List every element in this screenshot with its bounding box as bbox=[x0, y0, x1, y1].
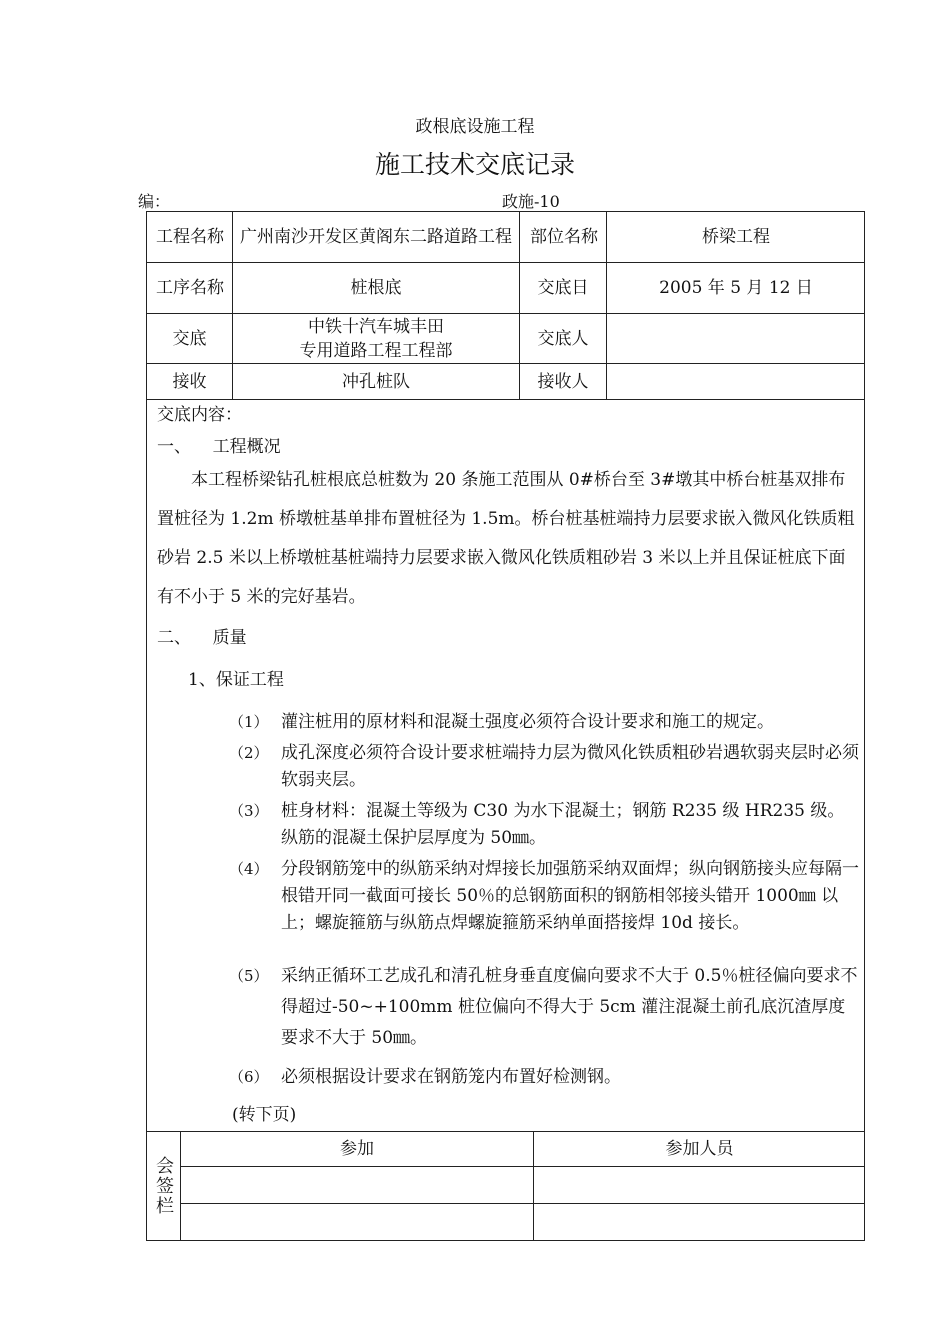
receiver-unit-value: 冲孔桩队 bbox=[342, 371, 410, 392]
section-name-value: 桥梁工程 bbox=[702, 227, 770, 247]
project-name-value: 广州南沙开发区黄阁东二路道路工程 bbox=[240, 227, 512, 247]
signoff-row-divider bbox=[180, 1166, 865, 1167]
section-quality-title: 二、 质量 bbox=[157, 628, 247, 648]
briefing-date-value: 2005 年 5 月 12 日 bbox=[659, 278, 813, 298]
code-label: 编： bbox=[138, 192, 171, 211]
receiver-person-value bbox=[607, 364, 865, 399]
list-item bbox=[229, 856, 859, 937]
list-item-number: （5） bbox=[229, 967, 269, 985]
briefing-unit-value bbox=[233, 314, 519, 363]
content-heading: 交底内容： bbox=[157, 405, 242, 425]
list-item bbox=[229, 709, 859, 736]
list-item bbox=[229, 1064, 859, 1091]
process-name-label: 工序名称 bbox=[156, 278, 224, 298]
briefing-unit-line2: 专用道路工程工程部 bbox=[299, 340, 453, 361]
section-overview-title: 一、 工程概况 bbox=[157, 437, 281, 457]
document-supertitle: 政根底设施工程 bbox=[415, 117, 535, 137]
signoff-row-divider bbox=[180, 1203, 865, 1204]
continued-note: (转下页) bbox=[232, 1105, 297, 1125]
process-name-value: 桩根底 bbox=[350, 278, 402, 298]
list-item-number: （3） bbox=[229, 802, 269, 820]
row-divider bbox=[146, 399, 865, 400]
list-item-number: （6） bbox=[229, 1068, 269, 1086]
briefing-person-value bbox=[607, 314, 865, 363]
briefing-person-label: 交底人 bbox=[537, 328, 589, 349]
briefing-unit-line1: 中铁十汽车城丰田 bbox=[308, 316, 444, 337]
list-item bbox=[229, 798, 859, 852]
list-item-number: （1） bbox=[229, 713, 269, 731]
form-code: 政施-10 bbox=[502, 192, 560, 211]
receiver-person-label: 接收人 bbox=[537, 371, 589, 392]
signoff-column-participant-names: 参加人员 bbox=[665, 1139, 734, 1159]
list-item-text: 采纳正循环工艺成孔和清孔桩身垂直度偏向要求不大于 0.5％桩径偏向要求不得超过-50~+100mm 桩位偏向不得大于 5cm 灌注混凝土前孔底沉渣厚度要求不大于 50㎜。 bbox=[281, 966, 858, 1048]
list-item-text: 分段钢筋笼中的纵筋采纳对焊接长加强筋采纳双面焊；纵向钢筋接头应每隔一根错开同一截面可接长 50％的总钢筋面积的钢筋相邻接头错开 1000㎜ 以上；螺旋箍筋与纵筋点焊螺旋箍筋采纳单面搭接焊 10d 接长。 bbox=[281, 859, 859, 933]
list-item bbox=[229, 961, 859, 1054]
briefing-date-label: 交底日 bbox=[537, 278, 589, 298]
overview-paragraph: 本工程桥梁钻孔桩根底总桩数为 20 条施工范围从 0#桥台至 3#墩其中桥台桩基双排布置桩径为 1.2m 桥墩桩基单排布置桩径为 1.5m。桥台桩基桩端持力层要求嵌入微风化铁质粗砂岩 2.5 米以上桥墩桩基桩端持力层要求嵌入微风化铁质粗砂岩 3 米以上并且保证桩底下面有不小于 5 米的完好基岩。 bbox=[157, 470, 855, 607]
list-item-number: （4） bbox=[229, 860, 269, 878]
list-item bbox=[229, 740, 859, 794]
list-item-text: 必须根据设计要求在钢筋笼内布置好检测钢。 bbox=[281, 1067, 621, 1087]
list-item-text: 桩身材料：混凝土等级为 C30 为水下混凝土；钢筋 R235 级 HR235 级。纵筋的混凝土保护层厚度为 50㎜。 bbox=[281, 801, 845, 848]
list-item-text: 灌注桩用的原材料和混凝土强度必须符合设计要求和施工的规定。 bbox=[281, 712, 774, 732]
list-item-text: 成孔深度必须符合设计要求桩端持力层为微风化铁质粗砂岩遇软弱夹层时必须软弱夹层。 bbox=[281, 743, 859, 790]
project-name-label: 工程名称 bbox=[156, 227, 224, 247]
section-name-label: 部位名称 bbox=[530, 227, 598, 247]
document-title: 施工技术交底记录 bbox=[374, 150, 575, 179]
receiver-unit-label: 接收 bbox=[172, 371, 207, 392]
briefing-unit-label: 交底 bbox=[172, 328, 207, 349]
signoff-side-label: 会签栏 bbox=[153, 1156, 174, 1216]
subsection-guarantee-title: 1、保证工程 bbox=[188, 670, 284, 690]
list-item-number: （2） bbox=[229, 744, 269, 762]
signoff-column-participants: 参加 bbox=[340, 1139, 374, 1159]
